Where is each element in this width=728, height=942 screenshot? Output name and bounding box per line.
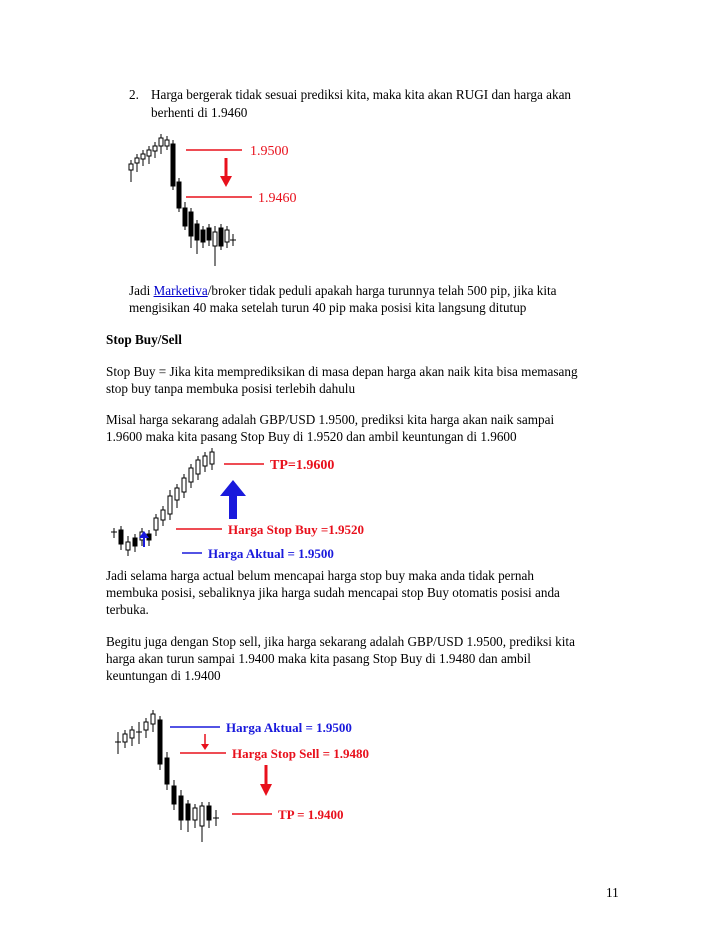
para-misal-line1: Misal harga sekarang adalah GBP/USD 1.9500, prediksi kita harga akan naik sampai (106, 412, 555, 427)
actual-price-label: Harga Aktual = 1.9500 (226, 720, 352, 735)
chart-figure-stop-buy (106, 446, 384, 564)
chart-figure-loss (124, 120, 314, 272)
candlestick-chart-stop-buy (106, 446, 384, 564)
para-jadi-prefix: Jadi (129, 283, 154, 298)
para-begitu-line3: keuntungan di 1.9400 (106, 668, 221, 683)
item2-line1: Harga bergerak tidak sesuai prediksi kita, maka kita akan RUGI dan harga akan (151, 87, 572, 102)
para-jadi-line2: mengisikan 40 maka setelah turun 40 pip maka posisi kita langsung ditutup (129, 300, 527, 315)
candlestick-chart-stop-sell (112, 702, 396, 848)
para-jadi-line1 (129, 282, 557, 300)
actual-price-label: Harga Aktual = 1.9500 (208, 546, 334, 561)
stop-sell-label: Harga Stop Sell = 1.9480 (232, 746, 370, 761)
para-selama-line2: membuka posisi, sebaliknya jika harga sudah mencapai stop Buy otomatis posisi anda (106, 585, 560, 600)
page-number: 11 (606, 885, 619, 900)
para-misal-line2: 1.9600 maka kita pasang Stop Buy di 1.9520 dan ambil keuntungan di 1.9600 (106, 429, 517, 444)
section-heading: Stop Buy/Sell (106, 332, 182, 347)
tp-label: TP=1.9600 (270, 458, 335, 473)
para-begitu-line1: Begitu juga dengan Stop sell, jika harga sekarang adalah GBP/USD 1.9500, prediksi kita (106, 634, 575, 649)
stop-buy-label: Harga Stop Buy =1.9520 (228, 522, 364, 537)
para-stopbuy-line1: Stop Buy = Jika kita memprediksikan di masa depan harga akan naik kita bisa memasang (106, 364, 578, 379)
marketiva-link[interactable]: Marketiva (153, 283, 208, 298)
para-selama-line3: terbuka. (106, 602, 149, 617)
chart-figure-stop-sell (112, 702, 396, 848)
list-number: 2. (129, 87, 139, 102)
para-selama-line1: Jadi selama harga actual belum mencapai harga stop buy maka anda tidak pernah (106, 568, 534, 583)
tp-label: TP = 1.9400 (278, 807, 344, 822)
para-begitu-line2: harga akan turun sampai 1.9400 maka kita pasang Stop Buy di 1.9480 dan ambil (106, 651, 531, 666)
para-jadi-rest: /broker tidak peduli apakah harga turunnya telah 500 pip, jika kita (207, 283, 557, 298)
candlestick-chart-loss (124, 120, 314, 272)
item2-line2: berhenti di 1.9460 (151, 105, 248, 120)
para-stopbuy-line2: stop buy tanpa membuka posisi terlebih dahulu (106, 381, 356, 396)
level-label-1.9460: 1.9460 (258, 191, 297, 206)
level-label-1.9500: 1.9500 (250, 144, 289, 159)
